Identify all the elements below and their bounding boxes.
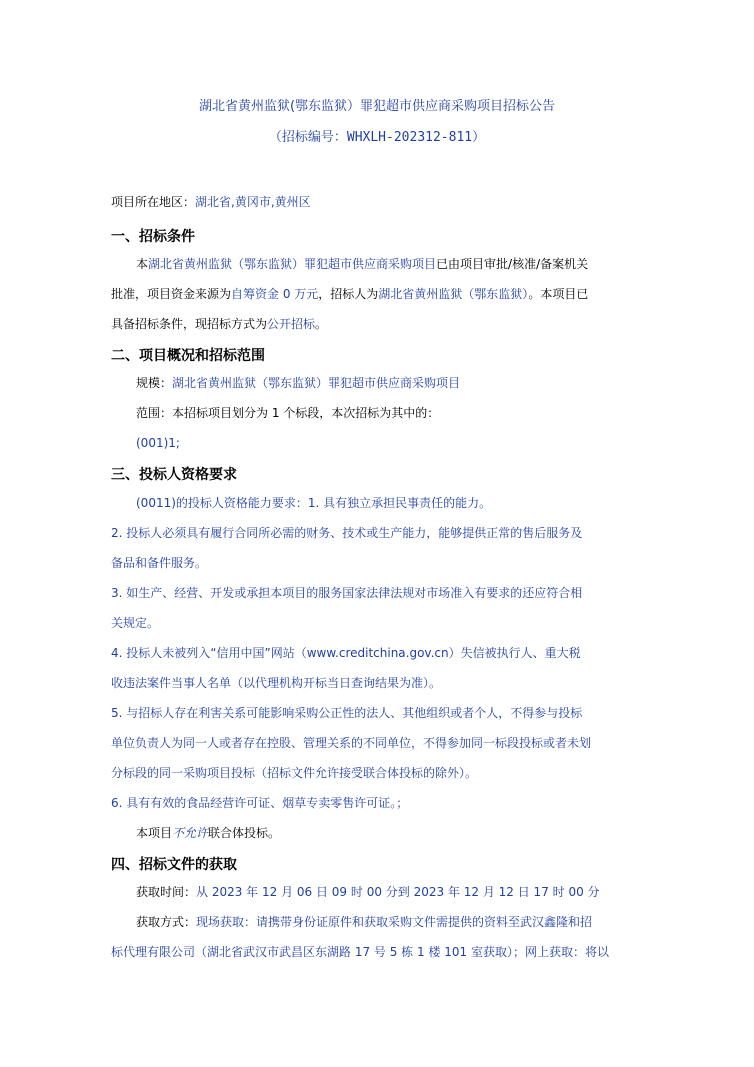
tender-code [0, 126, 754, 145]
section-4-heading: 四、招标文件的获取 [111, 857, 237, 873]
doc-title: 湖北省黄州监狱(鄂东监狱）罪犯超市供应商采购项目招标公告 [198, 99, 556, 114]
section-2-heading: 二、项目概况和招标范围 [111, 348, 265, 364]
s4-way-line-1 [136, 914, 651, 930]
s4-way-text-1: 现场获取：请携带身份证原件和获取采购文件需提供的资料至武汉鑫隆和招 [196, 915, 593, 929]
s3-req-4-line-1: 4. 投标人未被列入“信用中国”网站（www.creditchina.gov.cn）失信被执行人、重大税 [111, 646, 581, 660]
tender-code-value: WHXLH-202312-811 [346, 130, 473, 145]
region-line [111, 194, 651, 210]
s1-owner: 湖北省黄州监狱（鄂东监狱） [378, 287, 529, 301]
s3-req-3-line-2: 关规定。 [111, 616, 160, 630]
s3-req-5-line-3: 分标段的同一采购项目投标（招标文件允许接受联合体投标的除外）。 [111, 766, 478, 780]
s3-joint-text: 联合体投标。 [208, 826, 281, 840]
s3-req-3-line-1: 3. 如生产、经营、开发或承担本项目的服务国家法律法规对市场准入有要求的还应符合相 [111, 586, 583, 600]
s2-scale-label: 规模： [136, 376, 173, 390]
s1-fund-source: 自筹资金 0 万元 [231, 287, 319, 301]
s3-req-5-line-2: 单位负责人为同一人或者存在控股、管理关系的不同单位，不得参加同一标段投标或者未划 [111, 736, 592, 750]
s4-way-line-2: 标代理有限公司（湖北省武汉市武昌区东湖路 17 号 5 栋 1 楼 101 室获取）；网上获取：将以 [111, 945, 609, 959]
s1-text: 批准，项目资金来源为 [111, 287, 232, 301]
s1-text: ，招标人为 [318, 287, 379, 301]
s3-joint-text: 本项目 [136, 826, 173, 840]
s2-lot-line: (001)1; [136, 436, 180, 450]
s3-req-2-line-1: 2. 投标人必须具有履行合同所必需的财务、技术或生产能力，能够提供正常的售后服务及 [111, 526, 583, 540]
s3-req-0 [136, 495, 651, 511]
s3-req-4-line-2: 收违法案件当事人名单（以代理机构开标当日查询结果为准）。 [111, 676, 442, 690]
s3-req-5-line-1: 5. 与招标人存在利害关系可能影响采购公正性的法人、其他组织或者个人，不得参与投标 [111, 706, 583, 720]
s3-joint-value: 不允许 [172, 826, 209, 840]
region-label: 项目所在地区： [111, 195, 196, 209]
s1-text: 具备招标条件，现招标方式为 [111, 317, 268, 331]
s1-para-line-2 [111, 286, 651, 302]
tender-code-prefix: （招标编号： [268, 130, 347, 145]
s1-method: 公开招标 [267, 317, 316, 331]
s1-text: 已由项目审批/核准/备案机关 [436, 257, 589, 271]
s3-req-2-line-2: 备品和备件服务。 [111, 556, 208, 570]
s3-req-6: 6. 具有有效的食品经营许可证、烟草专卖零售许可证。； [111, 796, 409, 810]
region-value: 湖北省,黄冈市,黄州区 [195, 195, 311, 209]
s4-time-value: 从 2023 年 12 月 06 日 09 时 00 分到 2023 年 12 月 12 日 17 时 00 分 [196, 885, 600, 899]
s3-req-0-prefix: (0011)的投标人资格能力要求： [136, 496, 308, 510]
s3-joint-bid-line [136, 825, 651, 841]
s2-range-line: 范围：本招标项目划分为 1 个标段，本次招标为其中的： [136, 406, 440, 420]
section-3-heading: 三、投标人资格要求 [111, 467, 237, 483]
s4-time-line [136, 884, 651, 900]
s1-text: 。 [315, 317, 328, 331]
s1-text: 本 [136, 257, 149, 271]
s3-req-0-text: 1. 具有独立承担民事责任的能力。 [307, 496, 492, 510]
s1-para-line-1 [136, 256, 651, 272]
s2-scale-line [136, 375, 651, 391]
s4-time-label: 获取时间： [136, 885, 197, 899]
section-1-heading: 一、招标条件 [111, 229, 195, 245]
s1-para-line-3 [111, 316, 651, 332]
s1-project-name: 湖北省黄州监狱（鄂东监狱）罪犯超市供应商采购项目 [148, 257, 437, 271]
tender-code-suffix: ） [472, 130, 486, 145]
s4-way-label: 获取方式： [136, 915, 197, 929]
s2-scale-value: 湖北省黄州监狱（鄂东监狱）罪犯超市供应商采购项目 [172, 376, 461, 390]
s1-text: 。本项目已 [528, 287, 589, 301]
